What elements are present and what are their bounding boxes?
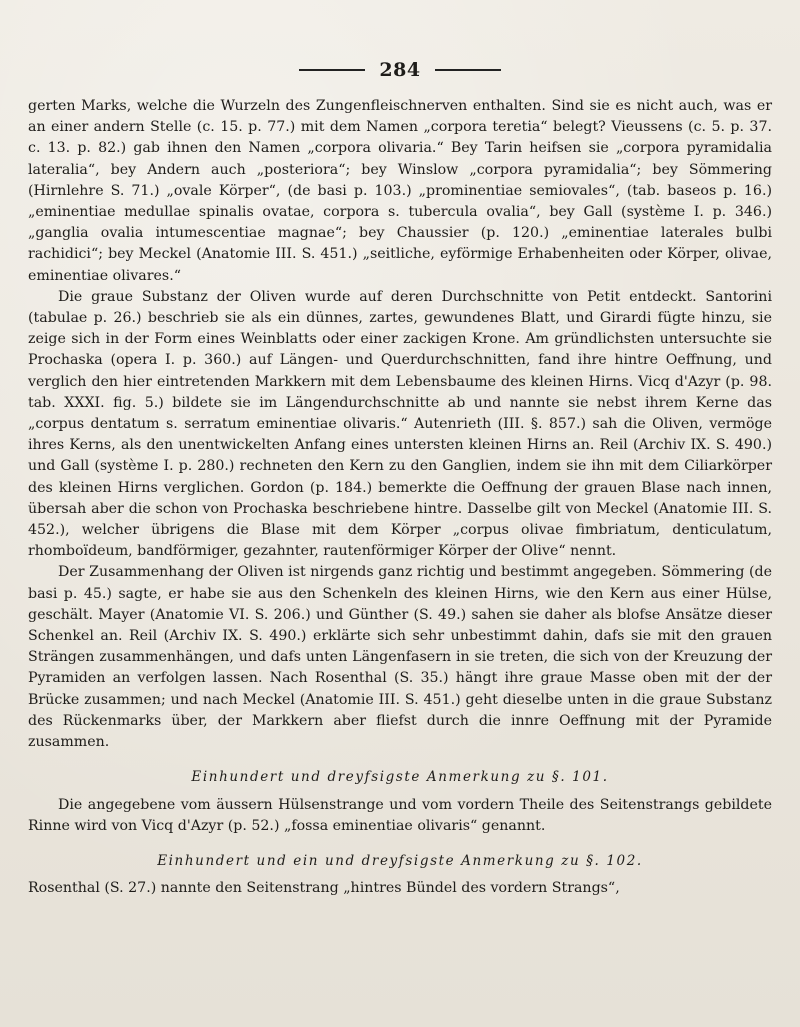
page-body	[28, 96, 772, 899]
note-paragraph-101: Die angegebene vom äussern Hülsenstrange und vom vordern Theile des Seitenstrangs gebildete Rinne wird von Vicq d'Azyr (p. 52.) „fossa eminentiae olivaris“ genannt.	[28, 796, 772, 834]
header-rule-right	[435, 69, 501, 71]
body-paragraph: Der Zusammenhang der Oliven ist nirgends ganz richtig und bestimmt angegeben. Sömmering (de basi p. 45.) sagte, er habe sie aus den Schenkeln des kleinen Hirns, wie den Kern aus einer Hülse, geschält. Mayer (Anatomie VI. S. 206.) und Günther (S. 49.) sahen sie daher als blofse Ansätze dieser Schenkel an. Reil (Archiv IX. S. 490.) erklärte sich sehr unbestimmt dahin, dafs sie mit den grauen Strängen zusammenhängen, und dafs unten Längenfasern in sie treten, die sich von der Kreuzung der Pyramiden an verfolgen lassen. Nach Rosenthal (S. 35.) hängt ihre graue Masse oben mit der der Brücke zusammen; und nach Meckel (Anatomie III. S. 451.) geht dieselbe unten in die graue Substanz des Rückenmarks über, der Markkern aber fliefst durch die innre Oeffnung mit der Pyramide zusammen.	[28, 564, 772, 751]
section-heading-102: Einhundert und ein und dreyfsigste Anmerkung zu §. 102.	[157, 852, 643, 869]
section-heading-101: Einhundert und dreyfsigste Anmerkung zu §. 101.	[191, 769, 609, 786]
page-header	[0, 56, 800, 84]
body-paragraph: gerten Marks, welche die Wurzeln des Zungenfleischnerven enthalten. Sind sie es nicht auch, was er an einer andern Stelle (c. 15. p. 77.) mit dem Namen „corpora teretia“ belegt? Vieussens (c. 5. p. 37. c. 13. p. 82.) gab ihnen den Namen „corpora olivaria.“ Bey Tarin heifsen sie „corpora pyramidalia lateralia“, bey Andern auch „posteriora“; bey Winslow „corpora pyramidalia“; bey Sömmering (Hirnlehre S. 71.) „ovale Körper“, (de basi p. 103.) „prominentiae semiovales“, (tab. baseos p. 16.) „eminentiae medullae spinalis ovatae, corpora s. tubercula ovalia“, bey Gall (système I. p. 346.) „ganglia ovalia intumescentiae magnae“; bey Chaussier (p. 120.) „eminentiae laterales bulbi rachidici“; bey Meckel (Anatomie III. S. 451.) „seitliche, eyförmige Erhabenheiten oder Körper, olivae, eminentiae olivares.“	[28, 98, 772, 284]
page-number: 284	[379, 59, 421, 81]
body-paragraph: Die graue Substanz der Oliven wurde auf deren Durchschnitte von Petit entdeckt. Santorini (tabulae p. 26.) beschrieb sie als ein dünnes, zartes, gewundenes Blatt, und Girardi fügte hinzu, sie zeige sich in der Form eines Weinblatts oder einer zackigen Krone. Am gründlichsten untersuchte sie Prochaska (opera I. p. 360.) auf Längen- und Querdurchschnitten, fand ihre hintre Oeffnung, und verglich den hier eintretenden Markkern mit dem Lebensbaume des kleinen Hirns. Vicq d'Azyr (p. 98. tab. XXXI. fig. 5.) bildete sie im Längendurchschnitte ab und nannte sie nebst ihrem Kerne das „corpus dentatum s. serratum eminentiae olivaris.“ Autenrieth (III. §. 857.) sah die Oliven, vermöge ihres Kerns, als den unentwickelten Anfang eines untersten kleinen Hirns an. Reil (Archiv IX. S. 490.) und Gall (système I. p. 280.) rechneten den Kern zu den Ganglien, indem sie ihn mit dem Ciliarkörper des kleinen Hirns verglichen. Gordon (p. 184.) bemerkte die Oeffnung der grauen Blase nach innen, übersah aber die schon von Prochaska beschriebene hintre. Dasselbe gilt von Meckel (Anatomie III. S. 452.), welcher übrigens die Blase mit dem Körper „corpus olivae fimbriatum, denticulatum, rhomboïdeum, bandförmiger, gezahnter, rautenförmiger Körper der Olive“ nennt.	[28, 288, 772, 560]
header-rule-left	[299, 69, 365, 71]
note-paragraph-102: Rosenthal (S. 27.) nannte den Seitenstrang „hintres Bündel des vordern Strangs“,	[28, 880, 620, 897]
